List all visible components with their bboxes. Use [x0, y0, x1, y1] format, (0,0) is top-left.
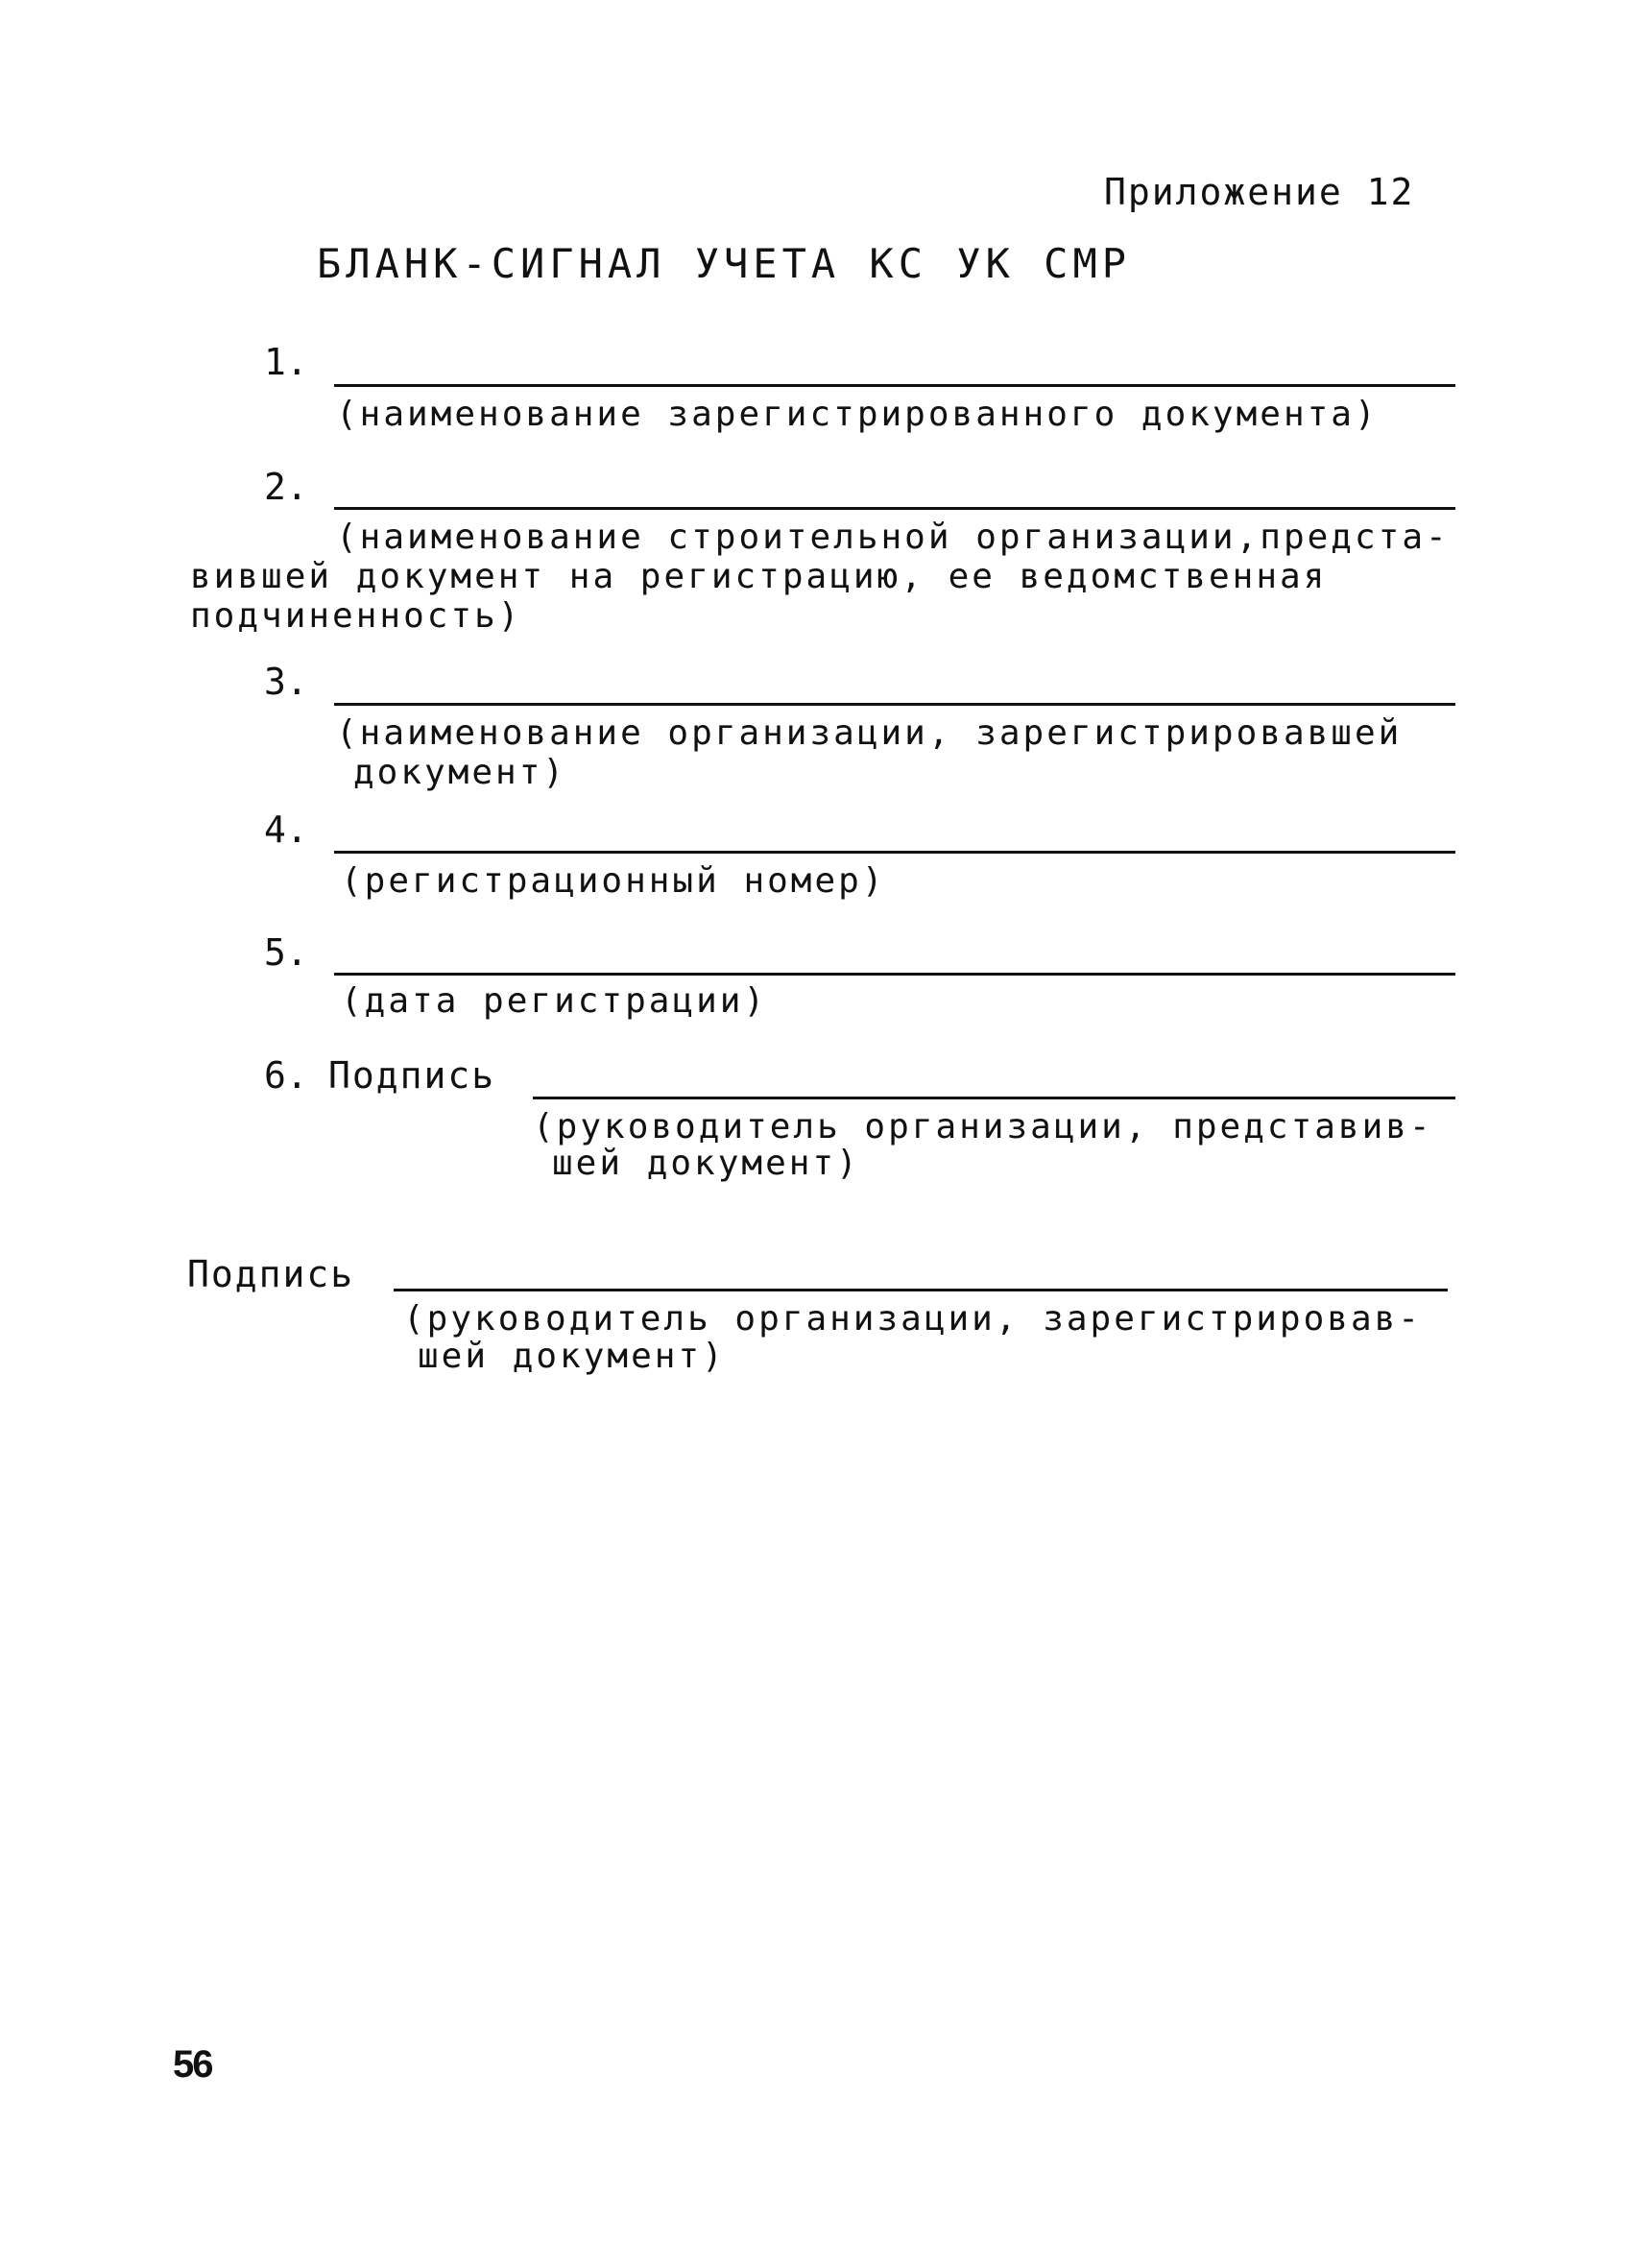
field-2-line[interactable] — [334, 507, 1455, 510]
final-signature-caption-line2: шей документ) — [418, 1337, 726, 1376]
field-2-caption-line2: вившей документ на регистрацию, ее ведомственная — [190, 557, 1328, 596]
field-1-caption: (наименование зарегистрированного документа) — [336, 395, 1379, 434]
field-3-caption-line1: (наименование организации, зарегистрировавшей — [336, 713, 1403, 753]
final-signature-label: Подпись — [187, 1253, 355, 1295]
field-2-caption-line3: подчиненность) — [190, 596, 522, 636]
field-1-line[interactable] — [334, 384, 1455, 387]
final-signature-caption-line1: (руководитель организации, зарегистрировав- — [403, 1299, 1422, 1339]
appendix-label: Приложение 12 — [1104, 171, 1415, 213]
field-1-number: 1. — [264, 341, 308, 383]
field-6-signature-line[interactable] — [533, 1097, 1455, 1099]
field-5-line[interactable] — [334, 973, 1455, 976]
form-title: БЛАНК-СИГНАЛ УЧЕТА КС УК СМР — [317, 240, 1132, 287]
field-2-number: 2. — [264, 466, 308, 508]
field-3-caption-line2: документ) — [353, 753, 567, 792]
field-4-line[interactable] — [334, 851, 1455, 854]
field-3-line[interactable] — [334, 703, 1455, 706]
field-5-number: 5. — [264, 931, 308, 974]
field-4-number: 4. — [264, 808, 308, 851]
field-2-caption-line1: (наименование строительной организации,предста- — [336, 518, 1450, 557]
field-4-caption: (регистрационный номер) — [341, 861, 886, 901]
page-number: 56 — [173, 2043, 212, 2086]
final-signature-line[interactable] — [394, 1289, 1448, 1291]
field-6-caption-line1: (руководитель организации, представив- — [533, 1107, 1433, 1146]
field-6-number: 6. — [264, 1054, 308, 1097]
field-6-signature-label: Подпись — [328, 1054, 496, 1097]
field-3-number: 3. — [264, 661, 308, 703]
field-6-caption-line2: шей документ) — [552, 1144, 860, 1183]
field-5-caption: (дата регистрации) — [341, 981, 768, 1021]
